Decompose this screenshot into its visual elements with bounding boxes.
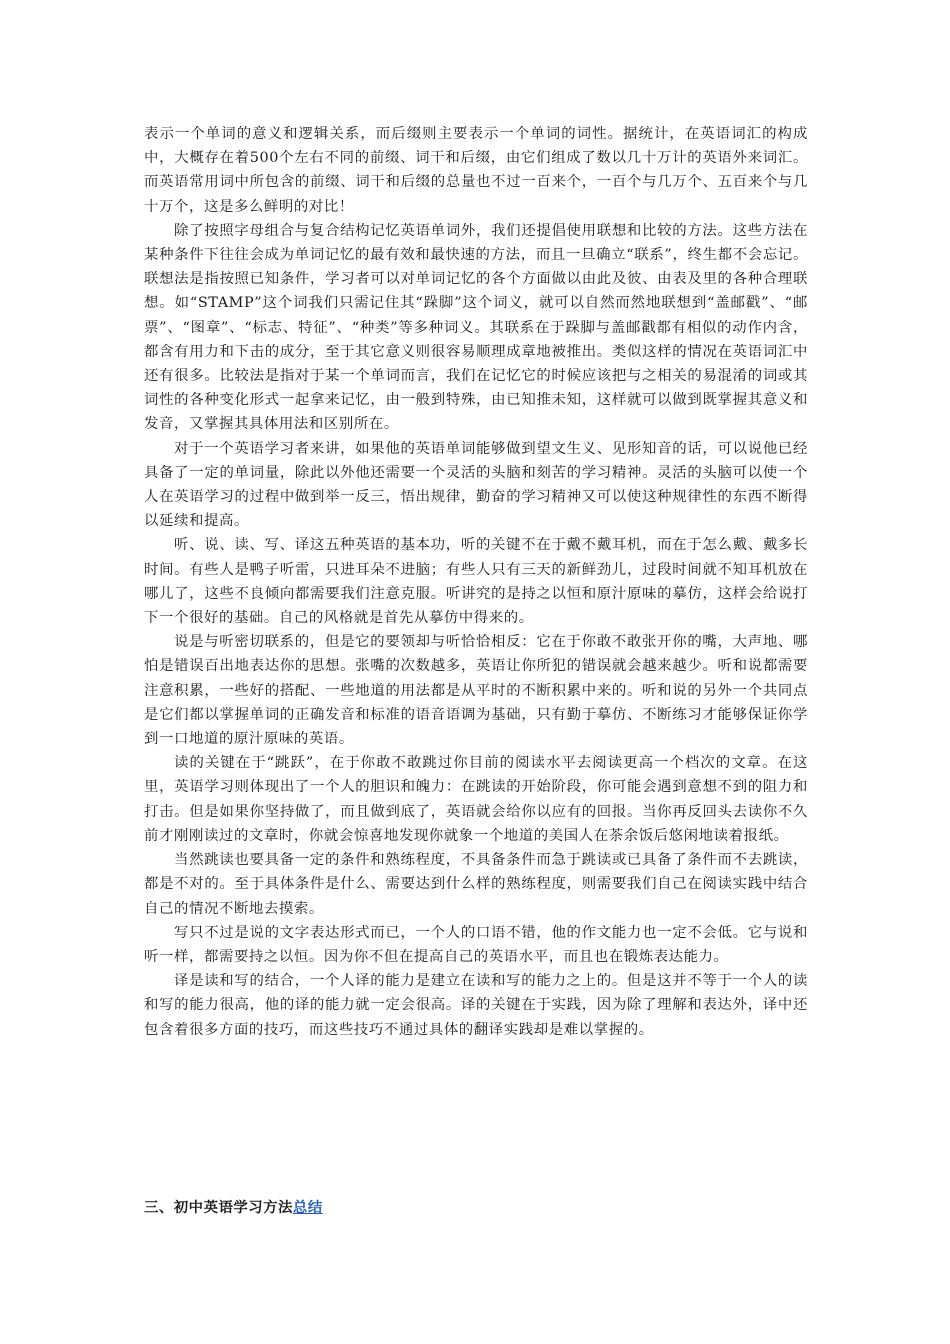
document-body bbox=[144, 122, 808, 1042]
paragraph-7: 当然跳读也要具备一定的条件和熟练程度，不具备条件而急于跳读或已具备了条件而不去跳读，都是不对的。至于具体条件是什么、需要达到什么样的熟练程度，则需要我们自己在阅读实践中结合自己的情况不断地去摸索。 bbox=[144, 852, 808, 917]
paragraph-5: 说是与听密切联系的，但是它的要领却与听恰恰相反：它在于你敢不敢张开你的嘴，大声地、哪怕是错误百出地表达你的思想。张嘴的次数越多，英语让你所犯的错误就会越来越少。听和说都需要注意积累，一些好的搭配、一些地道的用法都是从平时的不断积累中来的。听和说的另外一个共同点是它们都以掌握单词的正确发音和标准的语音语调为基础，只有勤于摹仿、不断练习才能够保证你学到一口地道的原汁原味的英语。 bbox=[144, 634, 808, 748]
paragraph-3: 对于一个英语学习者来讲，如果他的英语单词能够做到望文生义、见形知音的话，可以说他已经具备了一定的单词量，除此以外他还需要一个灵活的头脑和刻苦的学习精神。灵活的头脑可以使一个人在英语学习的过程中做到举一反三，悟出规律，勤奋的学习精神又可以使这种规律性的东西不断得以延续和提高。 bbox=[144, 440, 808, 530]
section-heading bbox=[144, 1196, 323, 1220]
paragraph-1: 表示一个单词的意义和逻辑关系，而后缀则主要表示一个单词的词性。据统计，在英语词汇的构成中，大概存在着500个左右不同的前缀、词干和后缀，由它们组成了数以几十万计的英语外来词汇。而英语常用词中所包含的前缀、词干和后缀的总量也不过一百来个，一百个与几万个、五百来个与几十万个，这是多么鲜明的对比！ bbox=[144, 126, 808, 215]
paragraph-4: 听、说、读、写、译这五种英语的基本功，听的关键不在于戴不戴耳机，而在于怎么戴、戴多长时间。有些人是鸭子听雷，只进耳朵不进脑；有些人只有三天的新鲜劲儿，过段时间就不知耳机放在哪儿了，这些不良倾向都需要我们注意克服。听讲究的是持之以恒和原汁原味的摹仿，这样会给说打下一个很好的基础。自己的风格就是首先从摹仿中得来的。 bbox=[144, 537, 808, 627]
paragraph-6: 读的关键在于“跳跃”，在于你敢不敢跳过你目前的阅读水平去阅读更高一个档次的文章。在这里，英语学习则体现出了一个人的胆识和魄力：在跳读的开始阶段，你可能会遇到意想不到的阻力和打击。但是如果你坚持做了，而且做到底了，英语就会给你以应有的回报。当你再反回头去读你不久前才刚刚读过的文章时，你就会惊喜地发现你就象一个地道的美国人在茶余饭后悠闲地读着报纸。 bbox=[144, 755, 808, 844]
paragraph-2: 除了按照字母组合与复合结构记忆英语单词外，我们还提倡使用联想和比较的方法。这些方法在某种条件下往往会成为单词记忆的最有效和最快速的方法，而且一旦确立“联系”，终生都不会忘记。联想法是指按照已知条件，学习者可以对单词记忆的各个方面做以由此及彼、由表及里的各种合理联想。如“STAMP”这个词我们只需记住其“跺脚”这个词义，就可以自然而然地联想到“盖邮戳”、“邮票”、“图章”、“标志、特征”、“种类”等多种词义。其联系在于跺脚与盖邮戳都有相似的动作内含，都含有用力和下击的成分，至于其它意义则很容易顺理成章地被推出。类似这样的情况在英语词汇中还有很多。比较法是指对于某一个单词而言，我们在记忆它的时候应该把与之相关的易混淆的词或其词性的各种变化形式一起拿来记忆，由一般到特殊，由已知推未知，这样就可以做到既掌握其意义和发音，又掌握其具体用法和区别所在。 bbox=[144, 222, 808, 433]
summary-link[interactable]: 总结 bbox=[292, 1200, 323, 1216]
paragraph-9: 译是读和写的结合，一个人译的能力是建立在读和写的能力之上的。但是这并不等于一个人的读和写的能力很高，他的译的能力就一定会很高。译的关键在于实践，因为除了理解和表达外，译中还包含着很多方面的技巧，而这些技巧不通过具体的翻译实践却是难以掌握的。 bbox=[144, 973, 808, 1038]
paragraph-8: 写只不过是说的文字表达形式而已，一个人的口语不错，他的作文能力也一定不会低。它与说和听一样，都需要持之以恒。因为你不但在提高自己的英语水平，而且也在锻炼表达能力。 bbox=[144, 924, 808, 965]
section-heading-text: 三、初中英语学习方法 bbox=[144, 1200, 293, 1216]
